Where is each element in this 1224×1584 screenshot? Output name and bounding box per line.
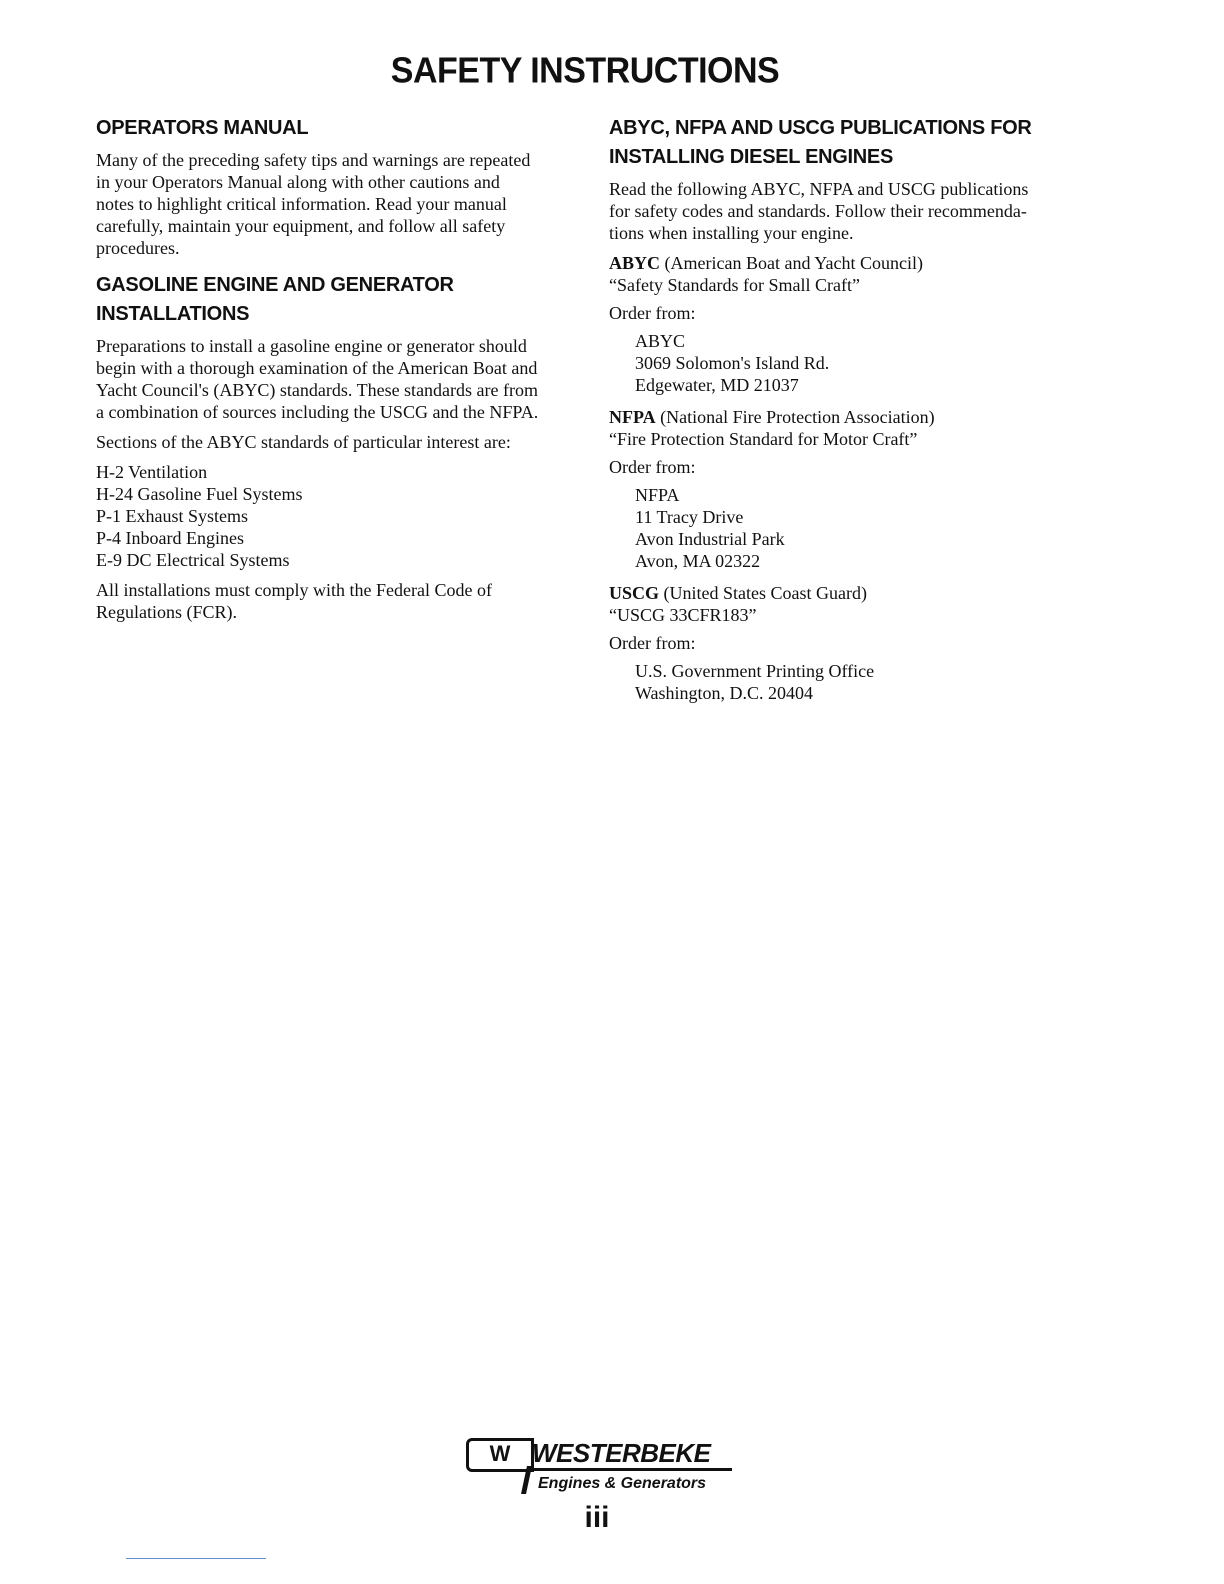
text-line: carefully, maintain your equipment, and follow all safety xyxy=(96,216,506,236)
publications-intro xyxy=(609,178,1069,244)
publication-title: “Fire Protection Standard for Motor Craft” xyxy=(609,429,918,449)
publications-heading: ABYC, NFPA AND USCG PUBLICATIONS FOR xyxy=(609,117,1032,139)
text-line: a combination of sources including the USCG and the NFPA. xyxy=(96,402,539,422)
org-full-name: (American Boat and Yacht Council) xyxy=(664,253,923,273)
text-line: Yacht Council's (ABYC) standards. These standards are from xyxy=(96,380,539,400)
org-name xyxy=(609,582,1069,626)
org-name xyxy=(609,252,1069,296)
right-column xyxy=(609,114,1069,714)
list-item: E-9 DC Electrical Systems xyxy=(96,550,290,570)
list-item: P-1 Exhaust Systems xyxy=(96,506,249,526)
text-line: All installations must comply with the Federal Code of xyxy=(96,580,492,600)
address-line: Washington, D.C. 20404 xyxy=(635,683,814,703)
uscg-entry xyxy=(609,582,1069,704)
nfpa-entry xyxy=(609,406,1069,572)
logo-mark-icon: W xyxy=(466,1438,534,1472)
text-line: Regulations (FCR). xyxy=(96,602,238,622)
text-line: Preparations to install a gasoline engine or generator should xyxy=(96,336,527,356)
operators-manual-heading: OPERATORS MANUAL xyxy=(96,117,309,139)
list-item: H-2 Ventilation xyxy=(96,462,208,482)
abyc-sections-list xyxy=(96,461,576,571)
text-line: begin with a thorough examination of the American Boat and xyxy=(96,358,538,378)
org-abbr: ABYC xyxy=(609,253,661,273)
text-line: Many of the preceding safety tips and warnings are repeated xyxy=(96,150,531,170)
address-line: NFPA xyxy=(635,485,680,505)
publication-title: “USCG 33CFR183” xyxy=(609,605,757,625)
org-abbr: USCG xyxy=(609,583,660,603)
org-full-name: (National Fire Protection Association) xyxy=(660,407,935,427)
text-line: Read the following ABYC, NFPA and USCG publications xyxy=(609,179,1029,199)
brand-tagline: Engines & Generators xyxy=(538,1475,707,1492)
text-line: in your Operators Manual along with other cautions and xyxy=(96,172,500,192)
gasoline-paragraph xyxy=(96,335,576,423)
address-line: Avon Industrial Park xyxy=(635,529,785,549)
order-label: Order from: xyxy=(609,457,696,477)
page-number: iii xyxy=(584,1501,610,1534)
operators-manual-paragraph xyxy=(96,149,576,259)
order-label: Order from: xyxy=(609,303,696,323)
text-line: procedures. xyxy=(96,238,180,258)
publications-heading-line2: INSTALLING DIESEL ENGINES xyxy=(609,146,894,168)
address-line: ABYC xyxy=(635,331,686,351)
org-full-name: (United States Coast Guard) xyxy=(663,583,867,603)
text-line: tions when installing your engine. xyxy=(609,223,854,243)
publication-title: “Safety Standards for Small Craft” xyxy=(609,275,860,295)
address xyxy=(635,484,1069,572)
org-name xyxy=(609,406,1069,450)
abyc-entry xyxy=(609,252,1069,396)
order-label: Order from: xyxy=(609,633,696,653)
text-line: for safety codes and standards. Follow their recommenda- xyxy=(609,201,1027,221)
address-line: Edgewater, MD 21037 xyxy=(635,375,799,395)
address-line: Avon, MA 02322 xyxy=(635,551,761,571)
left-column xyxy=(96,114,576,631)
org-abbr: NFPA xyxy=(609,407,656,427)
brand-name: WESTERBEKE xyxy=(532,1438,732,1471)
address-line: 3069 Solomon's Island Rd. xyxy=(635,353,830,373)
address-line: 11 Tracy Drive xyxy=(635,507,744,527)
address-line: U.S. Government Printing Office xyxy=(635,661,875,681)
address xyxy=(635,330,1069,396)
list-item: P-4 Inboard Engines xyxy=(96,528,244,548)
abyc-sections-intro: Sections of the ABYC standards of particular interest are: xyxy=(96,432,511,452)
page-title: SAFETY INSTRUCTIONS xyxy=(390,51,780,91)
westerbeke-logo xyxy=(466,1438,736,1498)
address xyxy=(635,660,1069,704)
text-line: notes to highlight critical information. Read your manual xyxy=(96,194,507,214)
footer-divider xyxy=(126,1558,266,1559)
compliance-paragraph xyxy=(96,579,576,623)
gasoline-installations-heading: GASOLINE ENGINE AND GENERATOR INSTALLATIONS xyxy=(96,274,454,325)
list-item: H-24 Gasoline Fuel Systems xyxy=(96,484,303,504)
